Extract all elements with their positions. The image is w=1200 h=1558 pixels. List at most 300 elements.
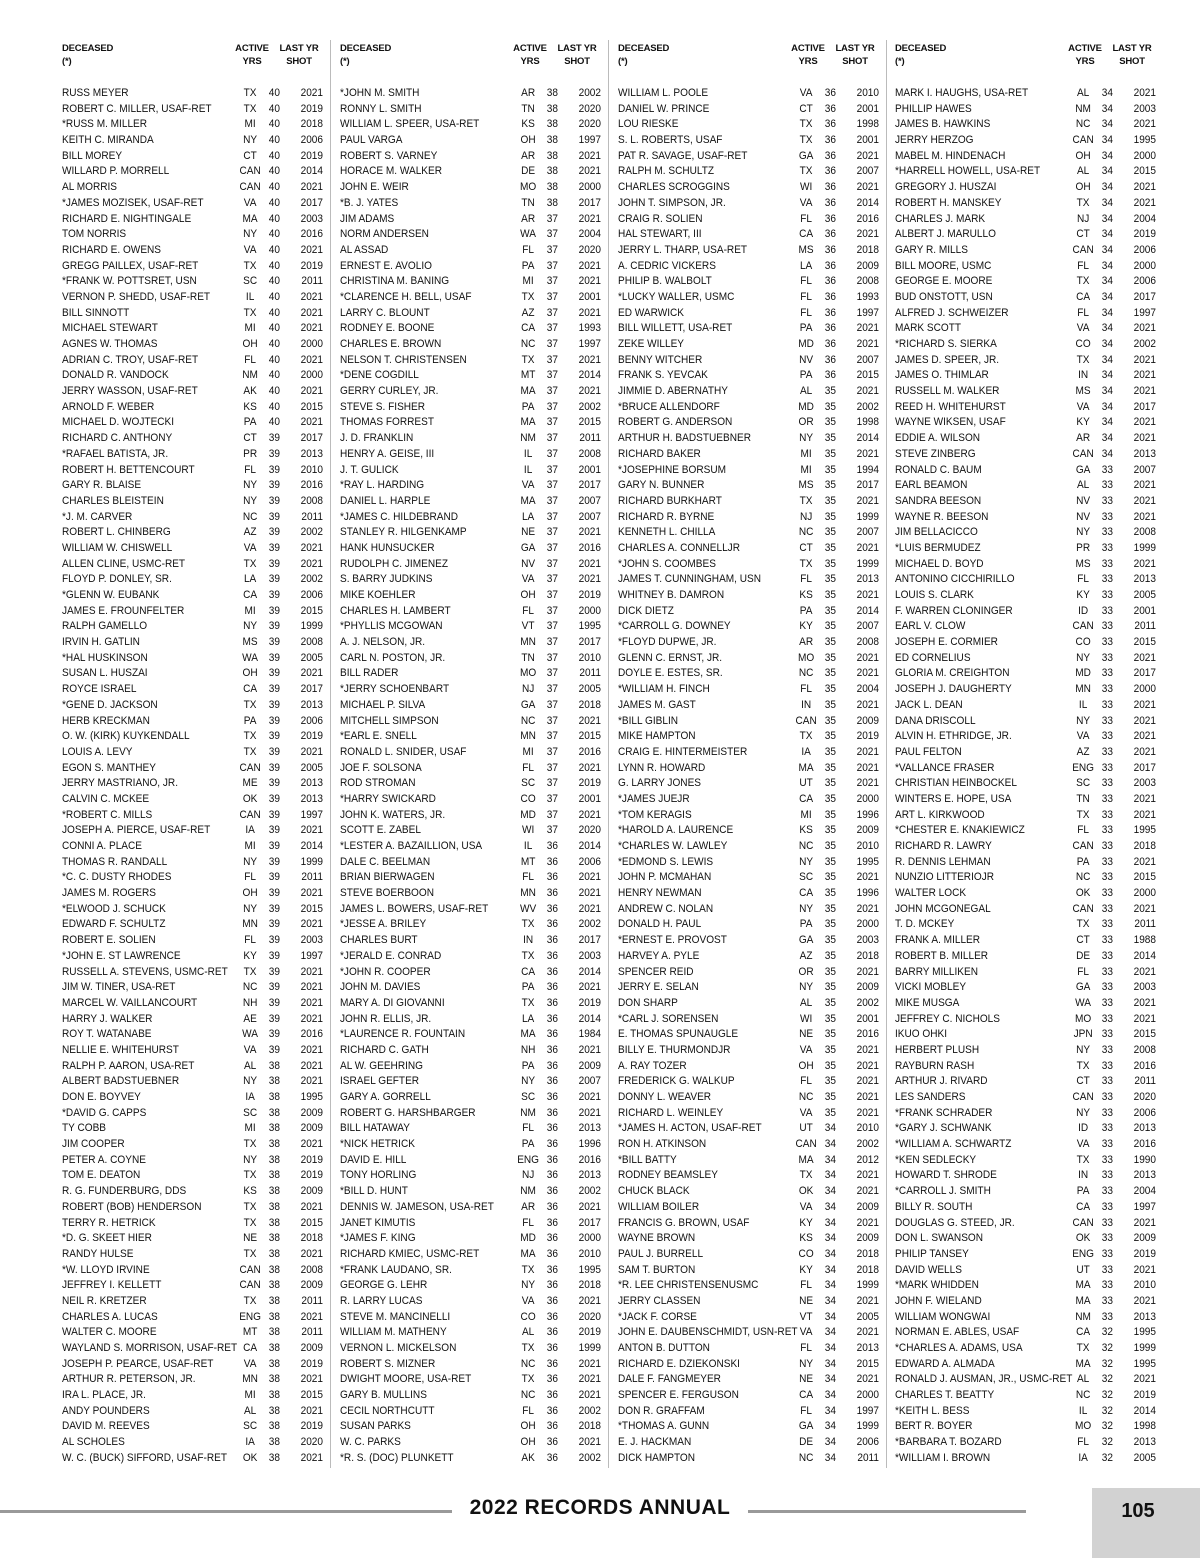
list-item <box>895 1357 1156 1373</box>
member-state: MS <box>242 636 258 649</box>
last-year-shot: 2011 <box>1134 620 1156 633</box>
member-state: MD <box>520 808 536 821</box>
active-years: 39 <box>268 761 280 774</box>
active-years: 39 <box>268 887 280 900</box>
member-state: MN <box>520 887 536 900</box>
member-name: JERRY CLASSEN <box>618 1294 701 1307</box>
member-state: AL <box>521 1326 535 1339</box>
member-state: NE <box>799 1373 814 1386</box>
last-year-shot: 2018 <box>856 243 879 256</box>
active-years: 32 <box>1101 1404 1113 1417</box>
member-state: UT <box>799 1122 813 1135</box>
last-year-shot: 2014 <box>1133 1404 1156 1417</box>
list-item <box>340 761 601 777</box>
member-state: TN <box>521 102 535 115</box>
member-name: RICHARD R. LAWRY <box>895 840 992 852</box>
member-state: CT <box>1076 228 1090 241</box>
list-item <box>62 180 323 196</box>
active-years: 35 <box>824 1091 836 1103</box>
list-item <box>62 1090 323 1106</box>
member-name: PHILIP TANSEY <box>895 1247 969 1260</box>
member-state: CAN <box>239 181 261 194</box>
member-state: NJ <box>799 510 813 523</box>
member-state: KS <box>799 824 813 837</box>
last-year-shot: 2009 <box>300 1342 323 1354</box>
member-state: TX <box>799 730 813 743</box>
member-name: JERRY HERZOG <box>895 134 974 147</box>
active-years: 38 <box>546 87 558 99</box>
member-name: CHARLES BLEISTEIN <box>62 494 164 507</box>
member-state: NY <box>243 494 258 507</box>
last-year-shot: 2001 <box>856 134 879 147</box>
list-item <box>895 1121 1156 1137</box>
list-item <box>618 588 879 604</box>
member-state: FL <box>244 871 256 884</box>
active-years: 39 <box>268 541 280 554</box>
list-item <box>340 1184 601 1200</box>
member-state: IA <box>245 824 255 837</box>
list-item <box>340 1263 601 1279</box>
list-item <box>62 415 323 431</box>
member-name: *JESSE A. BRILEY <box>340 918 427 931</box>
member-state: ENG <box>1072 1247 1095 1260</box>
list-item <box>340 776 601 792</box>
member-state: MI <box>522 275 534 288</box>
member-name: FLOYD P. DONLEY, SR. <box>62 573 172 586</box>
member-state: FL <box>800 1279 812 1292</box>
column-header <box>62 40 332 86</box>
active-years: 32 <box>1101 1451 1113 1464</box>
active-years: 39 <box>268 792 280 805</box>
member-name: *JACK F. CORSE <box>618 1310 697 1323</box>
last-year-shot: 2021 <box>1133 196 1156 209</box>
last-year-shot: 1999 <box>856 1279 879 1292</box>
member-name: NORMAN E. ABLES, USAF <box>895 1326 1020 1339</box>
member-name: WINTERS E. HOPE, USA <box>895 792 1012 805</box>
member-name: NORM ANDERSEN <box>340 228 429 241</box>
active-years: 36 <box>546 981 558 994</box>
list-item <box>62 212 323 228</box>
list-item <box>340 1106 601 1122</box>
last-year-shot: 2021 <box>1133 369 1156 382</box>
last-year-shot: 2011 <box>301 871 323 884</box>
member-name: HERBERT PLUSH <box>895 1043 980 1056</box>
list-item <box>62 980 323 996</box>
last-year-shot: 2018 <box>856 949 879 962</box>
list-item <box>62 243 323 259</box>
member-state: MA <box>520 416 536 429</box>
last-year-shot: 1997 <box>1133 1200 1156 1213</box>
last-year-shot: 1995 <box>300 1091 323 1103</box>
member-state: TX <box>243 1200 257 1213</box>
member-state: MN <box>1075 683 1091 696</box>
active-years: 34 <box>1101 181 1113 194</box>
member-name: RICHARD KMIEC, USMC-RET <box>340 1247 480 1260</box>
list-item <box>62 1137 323 1153</box>
member-name: THOMAS R. RANDALL <box>62 855 168 868</box>
last-year-shot: 1997 <box>856 306 879 319</box>
list-item <box>618 965 879 981</box>
member-name: *DAVID G. CAPPS <box>62 1106 147 1119</box>
list-item <box>340 588 601 604</box>
active-years: 37 <box>546 212 558 225</box>
active-years: 33 <box>1101 730 1113 743</box>
list-item <box>62 823 323 839</box>
member-state: MA <box>1075 1279 1091 1292</box>
last-year-shot: 2021 <box>1133 698 1156 711</box>
member-state: MA <box>1075 1357 1091 1370</box>
last-year-shot: 2021 <box>856 871 879 884</box>
last-year-shot: 2002 <box>856 996 879 1009</box>
last-year-shot: 2021 <box>300 290 323 303</box>
member-name: *ELWOOD J. SCHUCK <box>62 902 166 915</box>
last-year-shot: 2009 <box>300 1106 323 1119</box>
last-year-shot: 2002 <box>856 1138 879 1151</box>
list-item <box>62 1263 323 1279</box>
last-year-shot: 2016 <box>578 745 601 758</box>
member-name: TERRY R. HETRICK <box>62 1216 156 1229</box>
member-name: DALE C. BEELMAN <box>340 855 431 868</box>
member-state: NC <box>520 714 536 727</box>
member-name: JOSEPH P. PEARCE, USAF-RET <box>62 1357 214 1370</box>
member-state: VA <box>243 196 257 209</box>
member-state: NM <box>520 1106 536 1119</box>
list-item <box>618 557 879 573</box>
active-years: 38 <box>268 1326 280 1339</box>
active-years: 33 <box>1101 902 1113 915</box>
active-years: 36 <box>824 102 836 115</box>
member-state: AR <box>1076 432 1091 445</box>
active-years: 37 <box>546 494 558 507</box>
last-year-shot: 2002 <box>578 87 601 99</box>
last-year-shot: 2021 <box>300 1310 323 1323</box>
last-year-shot: 2013 <box>1133 1310 1156 1323</box>
list-item <box>895 1106 1156 1122</box>
last-year-shot: 2021 <box>300 996 323 1009</box>
list-item <box>895 698 1156 714</box>
list-item <box>895 510 1156 526</box>
last-year-shot: 2018 <box>1133 840 1156 852</box>
last-year-shot: 2021 <box>300 181 323 194</box>
member-name: RONALD L. SNIDER, USAF <box>340 745 467 758</box>
last-year-shot: 2010 <box>856 1122 879 1135</box>
list-item <box>618 1231 879 1247</box>
list-item <box>340 384 601 400</box>
member-name: CRAIG E. HINTERMEISTER <box>618 745 748 758</box>
member-name: IRA L. PLACE, JR. <box>62 1389 146 1402</box>
member-state: PA <box>799 604 813 617</box>
member-state: MD <box>520 1232 536 1245</box>
list-item <box>62 102 323 118</box>
member-name: WILLARD P. MORRELL <box>62 165 170 178</box>
list-item <box>340 1121 601 1137</box>
member-state: PR <box>243 447 258 460</box>
last-year-shot: 2021 <box>856 1043 879 1056</box>
member-name: JACK L. DEAN <box>895 698 963 711</box>
member-name: RODNEY BEAMSLEY <box>618 1169 718 1182</box>
member-state: NC <box>798 1091 814 1103</box>
active-years: 39 <box>268 557 280 570</box>
active-years: 35 <box>824 840 836 852</box>
active-years: 39 <box>268 808 280 821</box>
last-year-shot: 2021 <box>1133 1216 1156 1229</box>
active-years: 34 <box>1101 102 1113 115</box>
member-name: MIKE HAMPTON <box>618 730 696 743</box>
list-item <box>62 274 323 290</box>
last-year-shot: 2005 <box>578 683 601 696</box>
list-item <box>62 604 323 620</box>
active-years: 40 <box>268 369 280 382</box>
last-year-shot: 2013 <box>578 1169 601 1182</box>
last-year-shot: 2021 <box>856 322 879 335</box>
last-year-shot: 2006 <box>856 1436 879 1449</box>
member-state: PA <box>243 416 257 429</box>
header-active-yrs: ACTIVE YRS <box>1068 43 1102 67</box>
active-years: 39 <box>268 855 280 868</box>
last-year-shot: 2021 <box>1133 651 1156 664</box>
last-year-shot: 2009 <box>856 714 879 727</box>
member-name: ANDREW C. NOLAN <box>618 902 714 915</box>
last-year-shot: 2014 <box>300 165 323 178</box>
member-name: *HAROLD A. LAURENCE <box>618 824 734 837</box>
active-years: 36 <box>546 1263 558 1276</box>
member-state: IA <box>1078 1451 1088 1464</box>
list-item <box>340 306 601 322</box>
list-item <box>62 259 323 275</box>
member-name: *CHESTER E. KNAKIEWICZ <box>895 824 1025 837</box>
member-state: NM <box>520 1185 536 1198</box>
member-state: SC <box>243 275 258 288</box>
last-year-shot: 2014 <box>578 965 601 978</box>
member-name: JOSEPH A. PIERCE, USAF-RET <box>62 824 211 837</box>
member-name: JIMMIE D. ABERNATHY <box>618 385 729 398</box>
list-item <box>895 133 1156 149</box>
member-state: FL <box>522 871 534 884</box>
list-item <box>618 1216 879 1232</box>
list-item <box>618 321 879 337</box>
active-years: 34 <box>824 1138 836 1151</box>
member-name: E. J. HACKMAN <box>618 1436 692 1449</box>
member-name: JERRY L. THARP, USA-RET <box>618 243 748 256</box>
active-years: 32 <box>1101 1357 1113 1370</box>
last-year-shot: 2002 <box>300 573 323 586</box>
list-item <box>62 557 323 573</box>
list-item <box>340 1027 601 1043</box>
active-years: 40 <box>268 243 280 256</box>
last-year-shot: 2021 <box>300 745 323 758</box>
list-item <box>62 651 323 667</box>
list-item <box>62 353 323 369</box>
last-year-shot: 2009 <box>856 1232 879 1245</box>
list-item <box>895 1216 1156 1232</box>
list-item <box>62 698 323 714</box>
member-state: TX <box>799 165 813 178</box>
active-years: 34 <box>1101 212 1113 225</box>
active-years: 37 <box>546 698 558 711</box>
active-years: 36 <box>546 1012 558 1025</box>
last-year-shot: 2021 <box>300 918 323 931</box>
member-state: IN <box>801 698 812 711</box>
list-item <box>618 463 879 479</box>
member-state: PA <box>243 714 257 727</box>
last-year-shot: 2020 <box>578 1310 601 1323</box>
member-state: KY <box>799 1216 813 1229</box>
last-year-shot: 2021 <box>300 385 323 398</box>
active-years: 37 <box>546 275 558 288</box>
active-years: 38 <box>546 165 558 178</box>
list-item <box>618 682 879 698</box>
active-years: 37 <box>546 573 558 586</box>
active-years: 35 <box>824 761 836 774</box>
last-year-shot: 2019 <box>300 1357 323 1370</box>
header-active-yrs: ACTIVE YRS <box>513 43 547 67</box>
list-item <box>618 855 879 871</box>
active-years: 39 <box>268 777 280 790</box>
list-item <box>340 965 601 981</box>
active-years: 34 <box>824 1232 836 1245</box>
active-years: 34 <box>1101 290 1113 303</box>
member-state: FL <box>1077 1436 1089 1449</box>
member-state: NC <box>242 510 258 523</box>
list-item <box>340 1325 601 1341</box>
active-years: 34 <box>824 1263 836 1276</box>
member-name: EARL V. CLOW <box>895 620 966 633</box>
list-item <box>62 1074 323 1090</box>
member-state: KY <box>799 620 813 633</box>
member-name: T. D. MCKEY <box>895 918 955 931</box>
member-state: VT <box>521 620 535 633</box>
active-years: 35 <box>824 902 836 915</box>
member-state: AE <box>243 1012 257 1025</box>
last-year-shot: 2009 <box>856 1200 879 1213</box>
last-year-shot: 2002 <box>1133 338 1156 350</box>
member-name: JOHN E. DAUBENSCHMIDT, USN-RET <box>618 1326 798 1339</box>
list-item <box>340 212 601 228</box>
member-name: *LESTER A. BAZAILLION, USA <box>340 840 483 852</box>
member-state: FL <box>800 212 812 225</box>
list-item <box>62 714 323 730</box>
last-year-shot: 2019 <box>578 1326 601 1339</box>
last-year-shot: 2021 <box>300 353 323 366</box>
member-name: ALLEN CLINE, USMC-RET <box>62 557 186 570</box>
list-item <box>62 917 323 933</box>
active-years: 36 <box>546 1326 558 1339</box>
member-state: MI <box>244 322 256 335</box>
member-state: MI <box>800 808 812 821</box>
last-year-shot: 2017 <box>856 479 879 492</box>
member-state: TX <box>243 730 257 743</box>
list-item <box>618 1278 879 1294</box>
list-item <box>895 917 1156 933</box>
list-item <box>618 1294 879 1310</box>
member-name: CECIL NORTHCUTT <box>340 1404 435 1417</box>
last-year-shot: 2021 <box>856 745 879 758</box>
member-name: ANDY POUNDERS <box>62 1404 150 1417</box>
list-item <box>340 635 601 651</box>
last-year-shot: 2021 <box>1133 510 1156 523</box>
last-year-shot: 2019 <box>300 1153 323 1166</box>
active-years: 36 <box>546 1153 558 1166</box>
active-years: 33 <box>1101 1028 1113 1041</box>
list-item <box>618 337 879 353</box>
last-year-shot: 2021 <box>578 714 601 727</box>
list-item <box>340 400 601 416</box>
last-year-shot: 2008 <box>856 275 879 288</box>
active-years: 36 <box>824 275 836 288</box>
active-years: 39 <box>268 902 280 915</box>
active-years: 35 <box>824 557 836 570</box>
last-year-shot: 2012 <box>856 1153 879 1166</box>
member-name: LOUIS S. CLARK <box>895 589 974 601</box>
list-item <box>62 745 323 761</box>
active-years: 37 <box>546 510 558 523</box>
list-item <box>895 870 1156 886</box>
active-years: 36 <box>546 1216 558 1229</box>
list-item <box>340 1247 601 1263</box>
list-item <box>895 1310 1156 1326</box>
last-year-shot: 2021 <box>856 385 879 398</box>
member-state: NY <box>243 1153 258 1166</box>
list-item <box>895 776 1156 792</box>
member-name: *CLARENCE H. BELL, USAF <box>340 290 472 303</box>
last-year-shot: 2007 <box>856 165 879 178</box>
last-year-shot: 2015 <box>578 416 601 429</box>
active-years: 35 <box>824 1075 836 1088</box>
last-year-shot: 2021 <box>856 698 879 711</box>
last-year-shot: 1996 <box>578 1138 601 1151</box>
member-state: VA <box>1076 322 1090 335</box>
last-year-shot: 2021 <box>578 887 601 900</box>
header-active-yrs: ACTIVE YRS <box>791 43 825 67</box>
active-years: 34 <box>1101 165 1113 178</box>
active-years: 36 <box>546 1028 558 1041</box>
last-year-shot: 2021 <box>300 824 323 837</box>
member-name: STEVE M. MANCINELLI <box>340 1310 451 1323</box>
member-name: *VALLANCE FRASER <box>895 761 995 774</box>
last-year-shot: 1997 <box>578 338 601 350</box>
active-years: 37 <box>546 730 558 743</box>
last-year-shot: 1995 <box>1133 1357 1156 1370</box>
footer-rule-right <box>748 1510 1026 1513</box>
member-name: JERRY WASSON, USAF-RET <box>62 385 198 398</box>
member-state: NY <box>1076 714 1091 727</box>
member-name: *JERRY SCHOENBART <box>340 683 450 696</box>
last-year-shot: 2000 <box>578 604 601 617</box>
active-years: 33 <box>1101 761 1113 774</box>
member-name: BILLY R. SOUTH <box>895 1200 973 1213</box>
last-year-shot: 2021 <box>300 1404 323 1417</box>
active-years: 35 <box>824 871 836 884</box>
member-name: AL W. GEEHRING <box>340 1059 423 1072</box>
list-item <box>895 259 1156 275</box>
member-state: VA <box>1076 730 1090 743</box>
last-year-shot: 2021 <box>578 573 601 586</box>
member-name: RICHARD L. WEINLEY <box>618 1106 724 1119</box>
active-years: 35 <box>824 463 836 476</box>
list-item <box>340 682 601 698</box>
list-item <box>62 196 323 212</box>
member-state: MA <box>242 212 258 225</box>
list-item <box>618 447 879 463</box>
last-year-shot: 2011 <box>857 1451 879 1464</box>
member-state: MI <box>244 840 256 852</box>
last-year-shot: 2021 <box>1133 808 1156 821</box>
last-year-shot: 2021 <box>1133 416 1156 429</box>
active-years: 39 <box>268 447 280 460</box>
member-name: *KEN SEDLECKY <box>895 1153 977 1166</box>
member-name: JEFFREY I. KELLETT <box>62 1279 162 1292</box>
list-item <box>62 965 323 981</box>
